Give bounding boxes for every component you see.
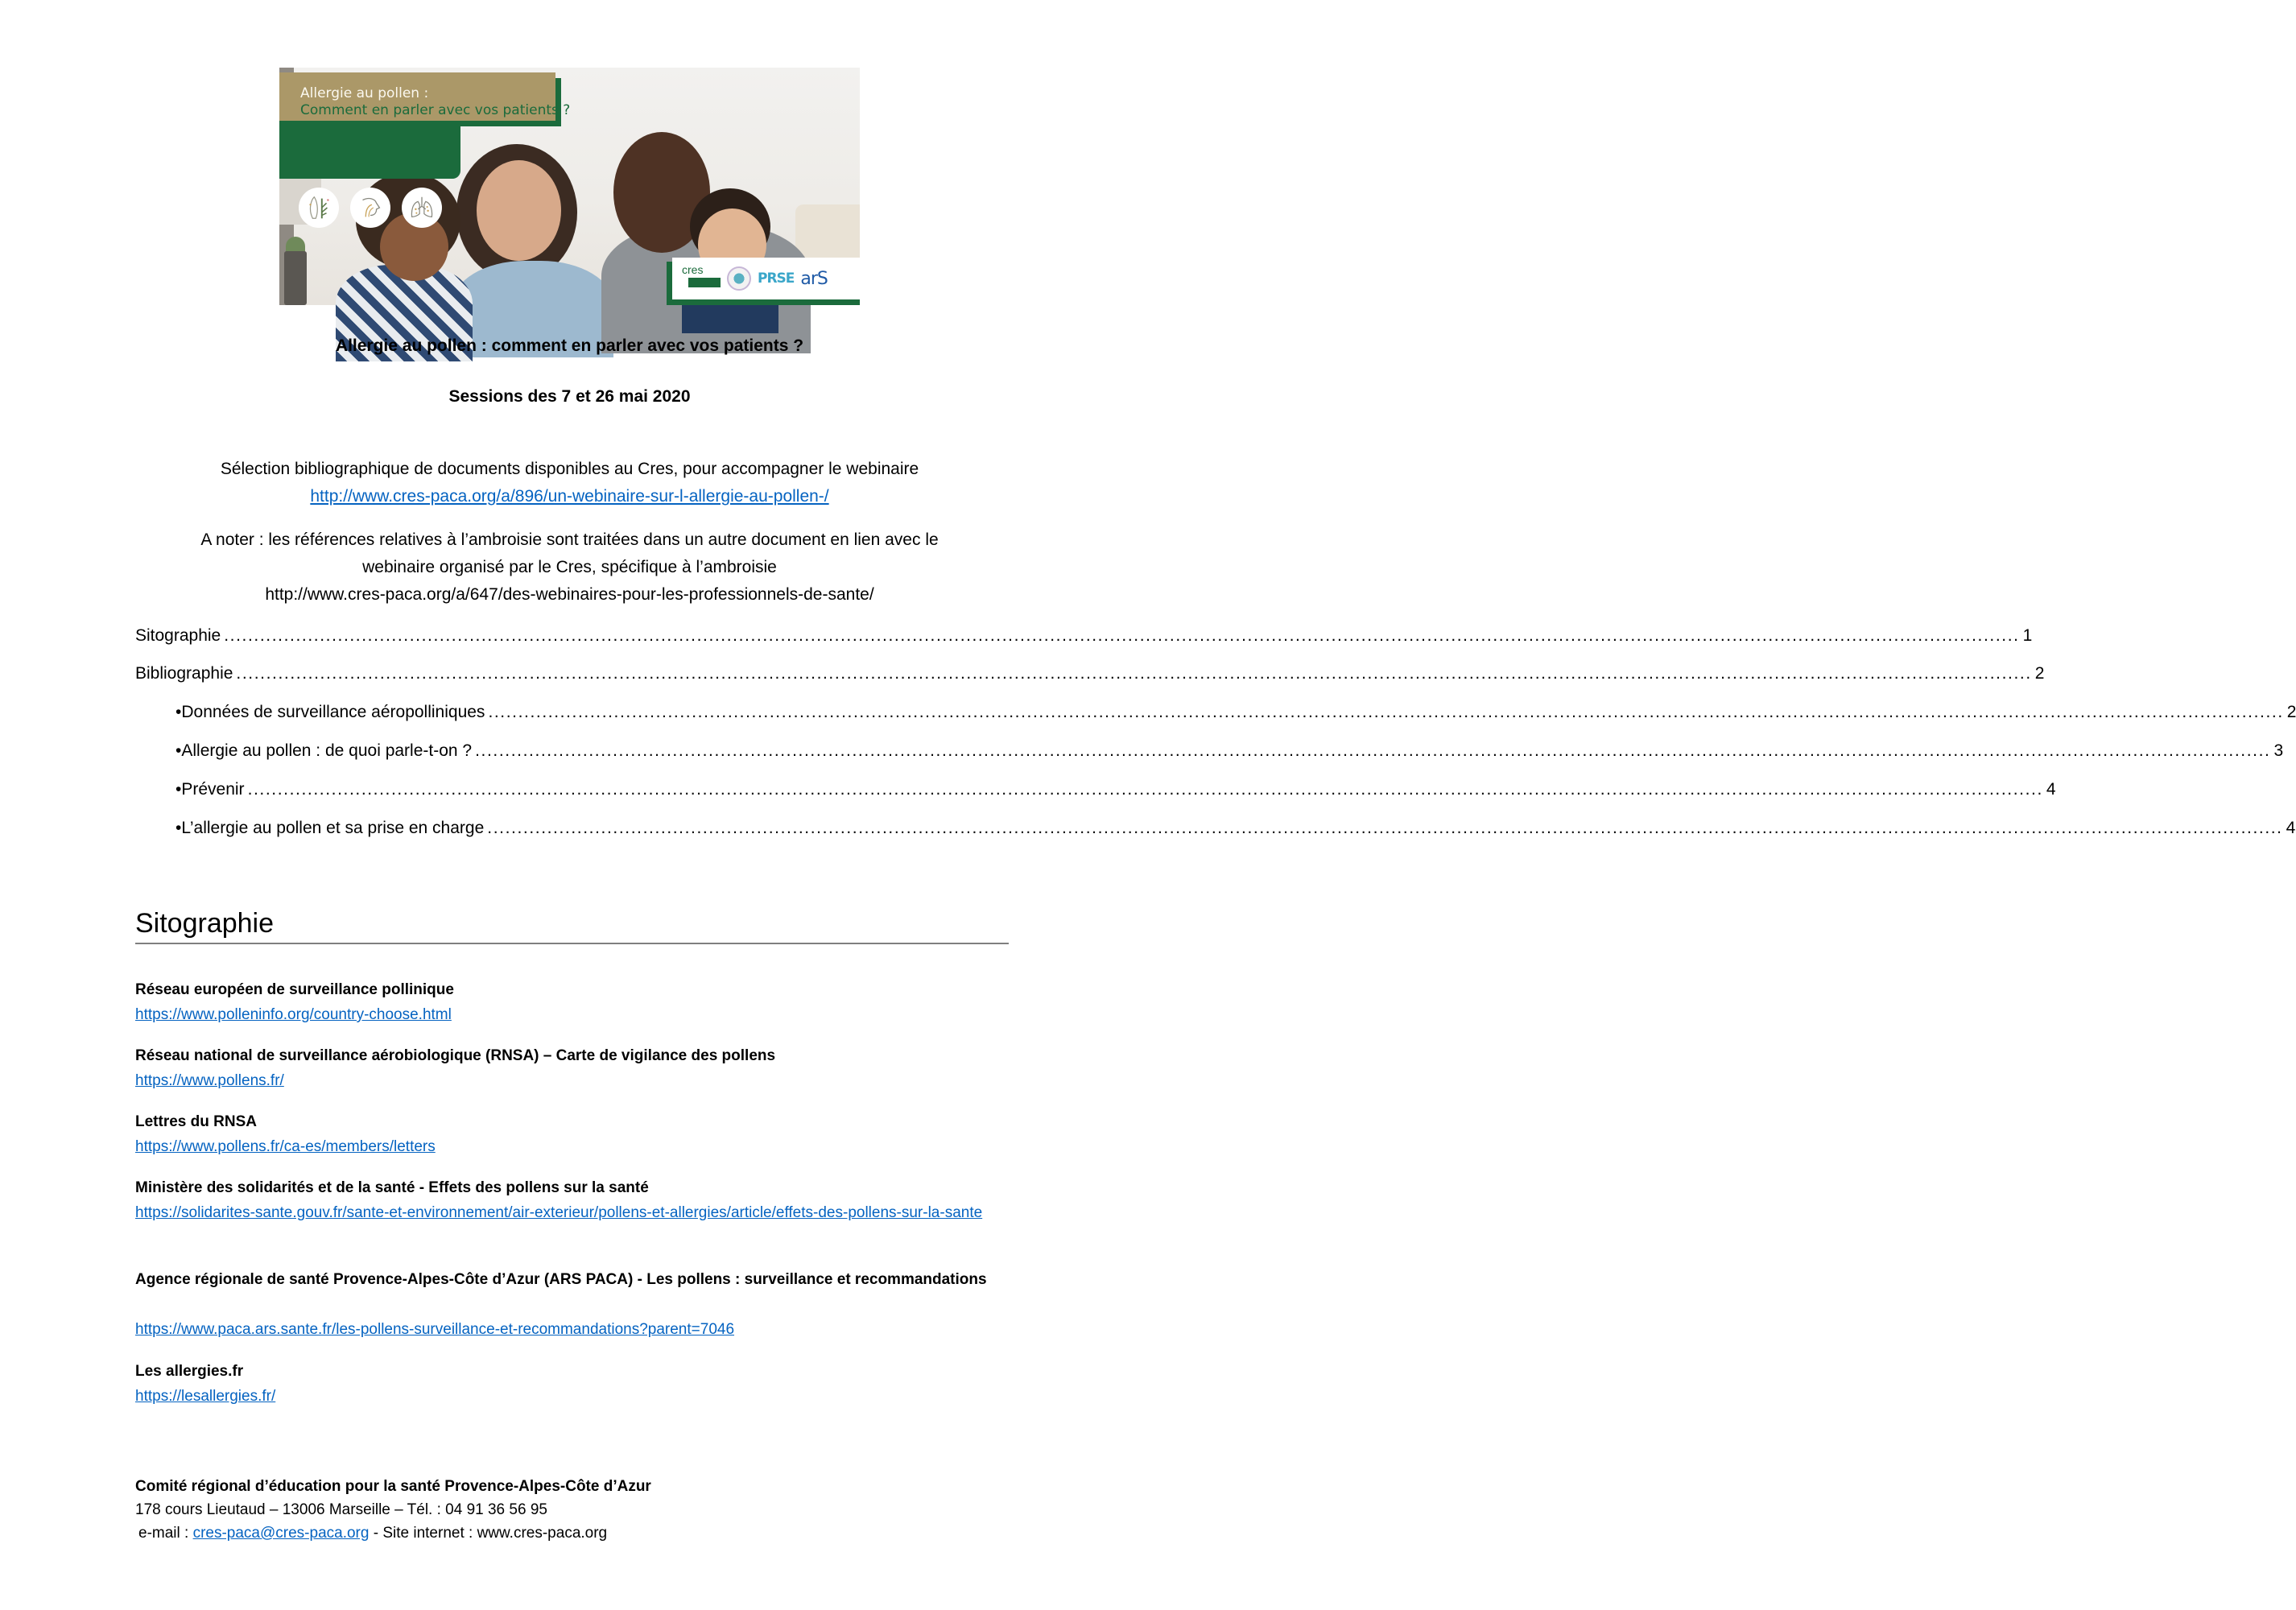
- toc-page-number: 4: [2286, 819, 2296, 837]
- ambroisie-note: [0, 526, 1139, 609]
- section-heading-sitographie: Sitographie: [135, 908, 275, 939]
- site-link-wrap: [135, 1200, 1013, 1225]
- mother-face: [477, 160, 561, 261]
- site-link-wrap: [135, 1384, 1013, 1409]
- cres-logo: cres: [680, 265, 721, 292]
- sessions-dates: Sessions des 7 et 26 mai 2020: [448, 387, 691, 406]
- document-title: Allergie au pollen : comment en parler avec vos patients ?: [335, 336, 804, 355]
- lungs-icon: [402, 188, 442, 228]
- toc-label: •Données de surveillance aéropolliniques: [176, 703, 485, 721]
- site-link[interactable]: https://www.pollens.fr/ca-es/members/letters: [135, 1138, 436, 1155]
- toc-leader-dots: ............................................................................................................................................................................................................................................................................................................: [475, 741, 2271, 760]
- toc-page-number: 1: [2022, 626, 2033, 645]
- toc-item-sitographie[interactable]: [135, 626, 2033, 650]
- toc-label: •L’allergie au pollen et sa prise en charge: [176, 819, 485, 837]
- footer-contact: [138, 1521, 607, 1545]
- site-link[interactable]: https://www.pollens.fr/: [135, 1072, 284, 1089]
- note-line-3: http://www.cres-paca.org/a/647/des-webinaires-pour-les-professionnels-de-sante/: [265, 585, 874, 604]
- footer-address: 178 cours Lieutaud – 13006 Marseille – Tél. : 04 91 36 56 95: [135, 1501, 547, 1518]
- toc-page-number: 2: [2286, 703, 2296, 721]
- footer-organization: Comité régional d’éducation pour la santé Provence-Alpes-Côte d’Azur: [135, 1478, 651, 1495]
- email-label: e-mail :: [138, 1525, 193, 1542]
- toc-label: •Allergie au pollen : de quoi parle-t-on ?: [176, 741, 473, 760]
- icons-panel: [279, 121, 460, 179]
- round-partner-logo: [727, 266, 751, 291]
- site-link-wrap: [135, 1317, 1013, 1342]
- banner-title-line2: Comment en parler avec vos patients ?: [300, 102, 571, 118]
- site-title: Lettres du RNSA: [135, 1113, 257, 1130]
- plant-pot: [284, 251, 307, 305]
- site-title: Réseau européen de surveillance pollinique: [135, 981, 454, 998]
- note-line-1: A noter : les références relatives à l’ambroisie sont traitées dans un autre document en lien avec le: [200, 530, 939, 549]
- site-title: Réseau national de surveillance aérobiologique (RNSA) – Carte de vigilance des pollens: [135, 1047, 776, 1064]
- toc-item-donnees[interactable]: [176, 703, 2296, 727]
- toc-page-number: 4: [2046, 780, 2056, 799]
- toc-leader-dots: ............................................................................................................................................................................................................................................................................................................: [224, 626, 2020, 645]
- toc-item-prise-en-charge[interactable]: [176, 819, 2296, 843]
- site-link-wrap: [135, 1068, 1013, 1093]
- toc-item-bibliographie[interactable]: [135, 664, 2045, 688]
- site-link[interactable]: https://www.paca.ars.sante.fr/les-pollens-surveillance-et-recommandations?parent=7046: [135, 1321, 735, 1338]
- site-link[interactable]: https://www.polleninfo.org/country-choose.html: [135, 1006, 452, 1023]
- toc-label: Sitographie: [135, 626, 221, 645]
- prse-logo: PRSE: [758, 270, 795, 287]
- banner-title-line1: Allergie au pollen :: [300, 85, 429, 101]
- site-title: Les allergies.fr: [135, 1363, 244, 1380]
- partner-logos: [672, 258, 860, 299]
- note-line-2: webinaire organisé par le Cres, spécifique à l’ambroisie: [362, 558, 777, 576]
- ars-logo: arS: [800, 268, 828, 289]
- pollen-plant-icon: [299, 188, 339, 228]
- nose-throat-icon: [350, 188, 390, 228]
- site-link-wrap: [135, 1134, 1013, 1159]
- site-title: Agence régionale de santé Provence-Alpes-Côte d’Azur (ARS PACA) - Les pollens : surveillance et recommandations: [135, 1271, 987, 1288]
- site-link[interactable]: https://solidarites-sante.gouv.fr/sante-et-environnement/air-exterieur/pollens-et-allergies/article/effets-des-pollens-sur-la-sante: [135, 1204, 983, 1221]
- webinar-link-wrap: [0, 483, 1139, 510]
- webinar-banner-image: [279, 68, 860, 305]
- site-link-wrap: [135, 1002, 1013, 1027]
- toc-leader-dots: ............................................................................................................................................................................................................................................................................................................: [247, 780, 2043, 799]
- toc-leader-dots: ............................................................................................................................................................................................................................................................................................................: [236, 664, 2032, 683]
- site-link[interactable]: https://lesallergies.fr/: [135, 1388, 276, 1405]
- toc-leader-dots: ............................................................................................................................................................................................................................................................................................................: [487, 819, 2283, 837]
- heading-divider: [135, 943, 1009, 944]
- toc-page-number: 2: [2034, 664, 2045, 683]
- webinar-link[interactable]: http://www.cres-paca.org/a/896/un-webinaire-sur-l-allergie-au-pollen-/: [310, 487, 829, 506]
- website-text: - Site internet : www.cres-paca.org: [369, 1525, 608, 1542]
- title-panel: [279, 72, 571, 121]
- toc-label: Bibliographie: [135, 664, 233, 683]
- site-title: Ministère des solidarités et de la santé - Effets des pollens sur la santé: [135, 1179, 649, 1196]
- toc-leader-dots: ............................................................................................................................................................................................................................................................................................................: [488, 703, 2284, 721]
- toc-item-prevenir[interactable]: [176, 780, 2056, 804]
- toc-item-allergie[interactable]: [176, 741, 2284, 766]
- email-link[interactable]: cres-paca@cres-paca.org: [192, 1525, 370, 1542]
- selection-description: Sélection bibliographique de documents disponibles au Cres, pour accompagner le webinaire: [220, 460, 919, 478]
- toc-label: •Prévenir: [176, 780, 245, 799]
- toc-page-number: 3: [2273, 741, 2284, 760]
